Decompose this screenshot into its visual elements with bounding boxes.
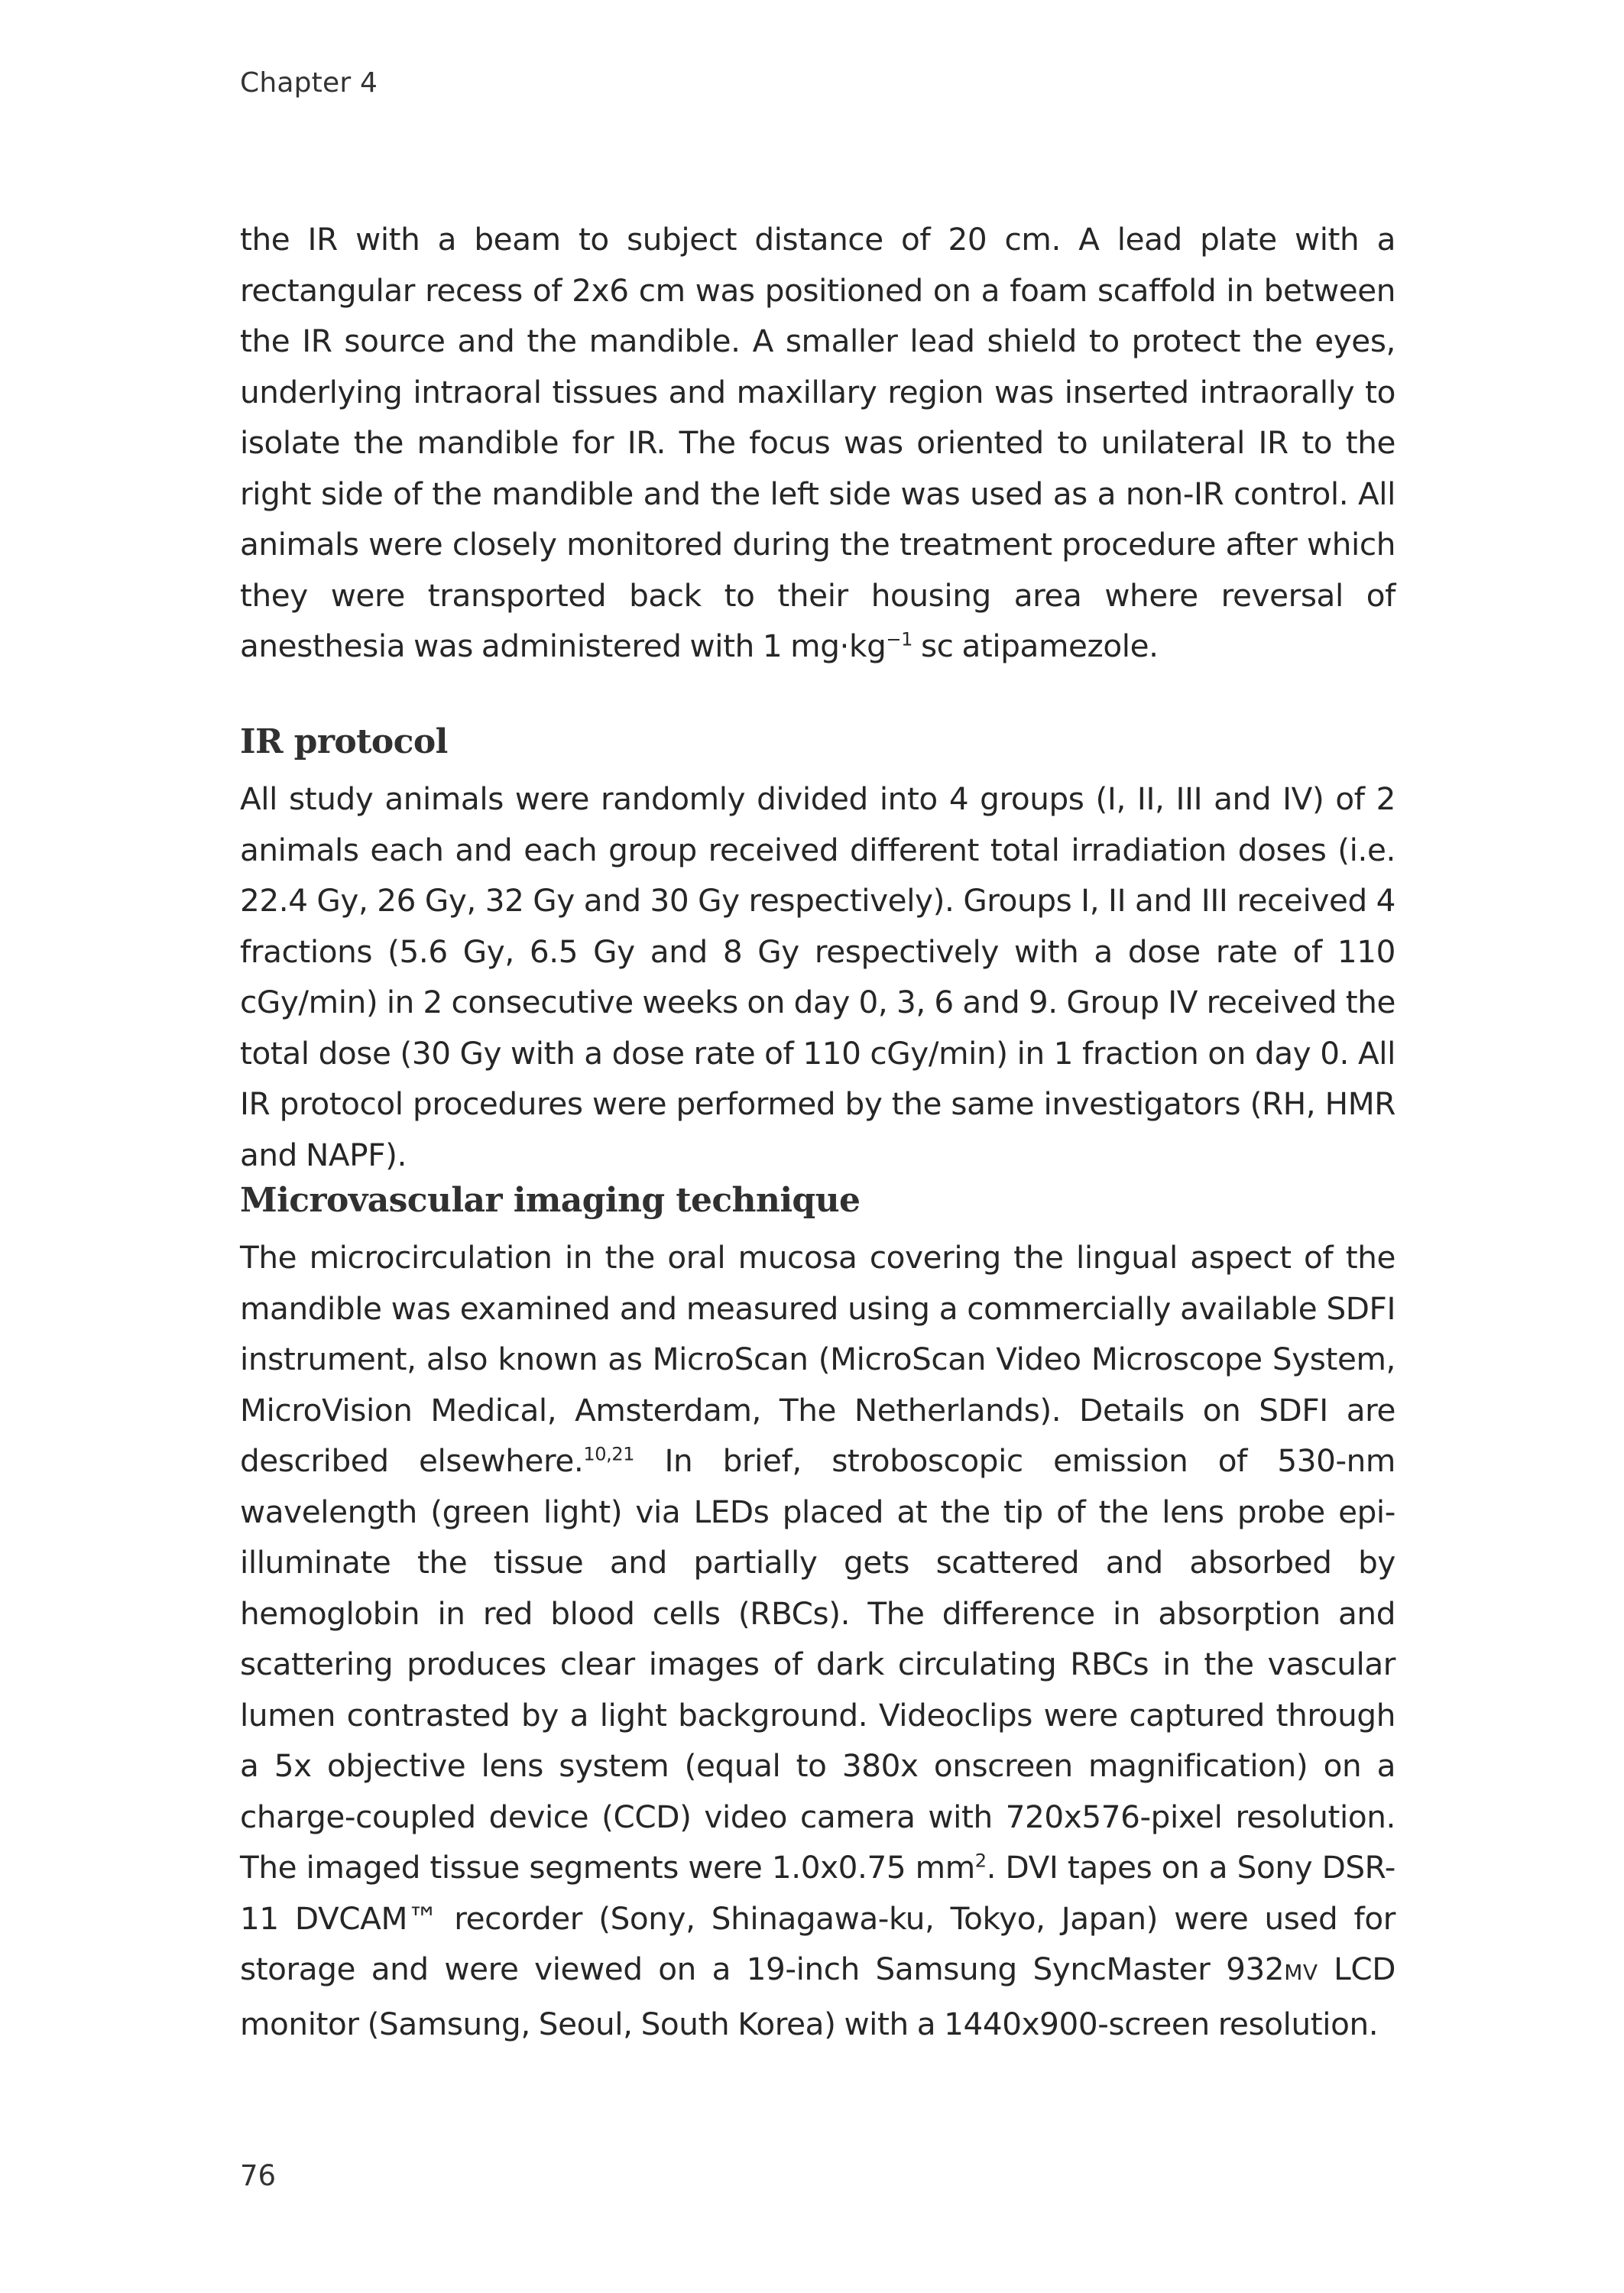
microvascular-text-part4: LCD monitor (Samsung, Seoul, South Korea) with a 1440x900-screen resolution. [240, 1951, 1395, 2042]
section-heading-microvascular-imaging: Microvascular imaging technique [240, 1181, 861, 1220]
microvascular-paragraph [240, 1232, 1395, 2049]
running-head: Chapter 4 [240, 67, 378, 99]
continuation-paragraph [240, 214, 1395, 672]
ir-protocol-paragraph [240, 774, 1395, 1180]
ir-protocol-text: All study animals were randomly divided into 4 groups (I, II, III and IV) of 2 animals each and each group received different total irradiation doses (i.e. 22.4 Gy, 26 Gy, 32 Gy and 30 Gy respectively). Groups I, II and III received 4 fractions (5.6 Gy, 6.5 Gy and 8 Gy respectively with a dose rate of 110 cGy/min) in 2 consecutive weeks on day 0, 3, 6 and 9. Group IV received the total dose (30 Gy with a dose rate of 110 cGy/min) in 1 fraction on day 0. All IR protocol procedures were performed by the same investigators (RH, HMR and NAPF). [240, 780, 1395, 1173]
section-heading-ir-protocol: IR protocol [240, 722, 448, 761]
microvascular-text-part3: . DVI tapes on a Sony DSR-11 DVCAM™ recorder (Sony, Shinagawa-ku, Tokyo, Japan) were used for storage and were viewed on a 19-inch Samsung SyncMaster 932 [240, 1849, 1395, 1987]
microvascular-text-part1: The microcirculation in the oral mucosa covering the lingual aspect of the mandible was examined and measured using a commercially available SDFI instrument, also known as MicroScan (MicroScan Video Microscope System, MicroVision Medical, Amsterdam, The Netherlands). Details on SDFI are described elsewhere. [240, 1239, 1395, 1479]
unit-superscript: 2 [974, 1850, 987, 1872]
model-suffix-smallcaps: MV [1284, 1960, 1318, 1985]
reference-superscript: 10,21 [583, 1443, 635, 1465]
exponent-superscript: −1 [886, 628, 912, 650]
microvascular-text-part2: In brief, stroboscopic emission of 530-nm wavelength (green light) via LEDs placed at the tip of the lens probe epi-illuminate the tissue and partially gets scattered and absorbed by hemoglobin in red blood cells (RBCs). The difference in absorption and scattering produces clear images of dark circulating RBCs in the vascular lumen contrasted by a light background. Videoclips were captured through a 5x objective lens system (equal to 380x onscreen magnification) on a charge-coupled device (CCD) video camera with 720x576-pixel resolution. The imaged tissue segments were 1.0x0.75 mm [240, 1442, 1395, 1886]
continuation-text: the IR with a beam to subject distance of 20 cm. A lead plate with a rectangular recess of 2x6 cm was positioned on a foam scaffold in between the IR source and the mandible. A smaller lead shield to protect the eyes, underlying intraoral tissues and maxillary region was inserted intraorally to isolate the mandible for IR. The focus was oriented to unilateral IR to the right side of the mandible and the left side was used as a non-IR control. All animals were closely monitored during the treatment procedure after which they were transported back to their housing area where reversal of anesthesia was administered with 1 mg·kg [240, 221, 1395, 664]
page-number: 76 [240, 2159, 277, 2192]
continuation-text-end: sc atipamezole. [912, 628, 1159, 664]
